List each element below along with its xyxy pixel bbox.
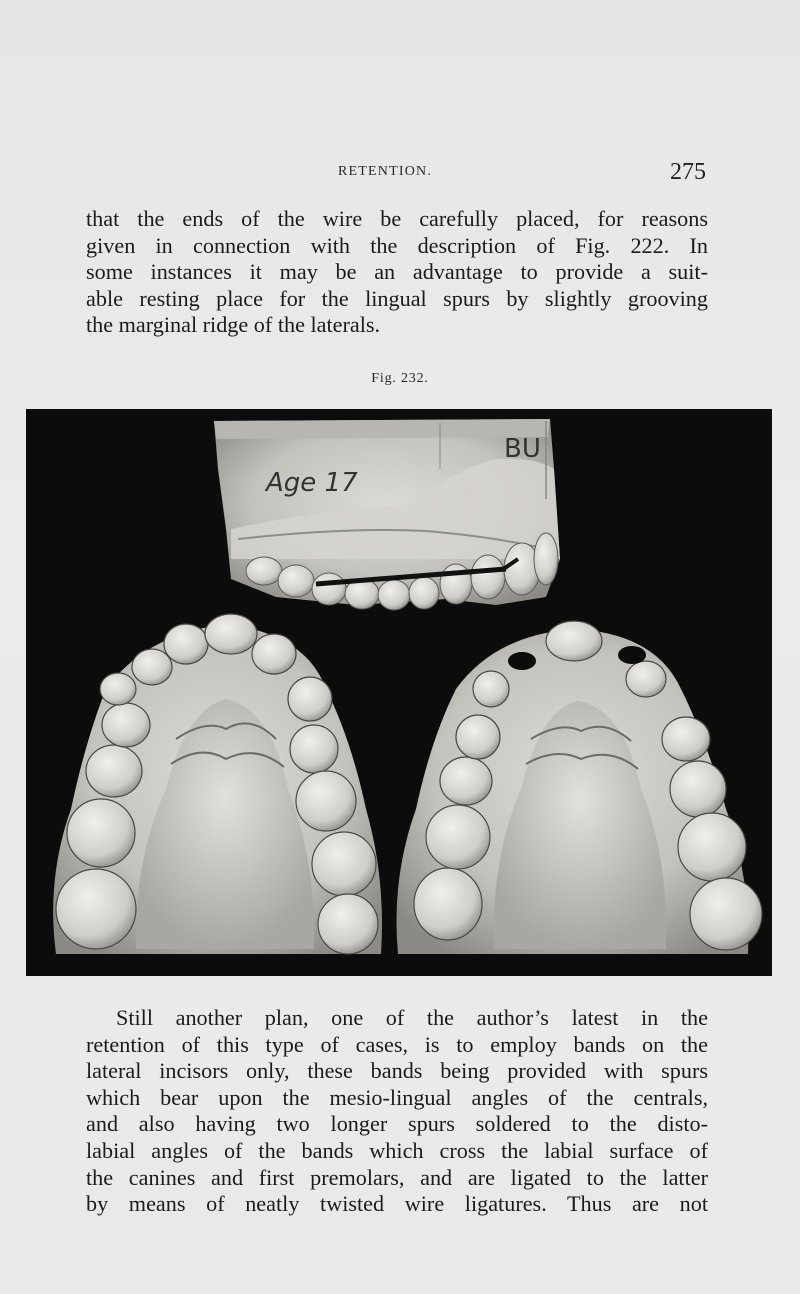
- running-head: RETENTION.: [338, 164, 433, 179]
- model-label-age: Age 17: [266, 468, 358, 498]
- text-line: labial angles of the bands which cross the labial surface of: [86, 1137, 708, 1163]
- side-view-model: [214, 419, 560, 610]
- figure-photograph: [26, 409, 772, 976]
- text-line: that the ends of the wire be carefully placed, for reasons: [86, 206, 708, 231]
- page-number: 275: [670, 159, 706, 185]
- left-arch-model: [53, 614, 382, 954]
- right-arch-model: [396, 621, 762, 954]
- text-line: and also having two longer spurs soldered to the disto-: [86, 1111, 708, 1137]
- text-line: given in connection with the description of Fig. 222. In: [86, 232, 708, 258]
- text-line: which bear upon the mesio-lingual angles of the centrals,: [86, 1084, 708, 1110]
- figure-caption: Fig. 232.: [371, 371, 429, 386]
- text-line: lateral incisors only, these bands being provided with spurs: [86, 1058, 708, 1084]
- text-line: Still another plan, one of the author’s latest in the: [116, 1005, 708, 1030]
- text-line: by means of neatly twisted wire ligatures. Thus are not: [86, 1191, 708, 1217]
- text-line: the marginal ridge of the laterals.: [86, 312, 381, 338]
- text-line: retention of this type of cases, is to employ bands on the: [86, 1031, 708, 1057]
- model-label-code: BU: [504, 434, 541, 464]
- paragraph-top: [86, 206, 708, 339]
- text-line: able resting place for the lingual spurs by slightly grooving: [86, 285, 708, 311]
- text-line: the canines and first premolars, and are ligated to the latter: [86, 1164, 708, 1190]
- text-line: some instances it may be an advantage to provide a suit-: [86, 259, 708, 285]
- paragraph-bottom: [86, 1005, 708, 1218]
